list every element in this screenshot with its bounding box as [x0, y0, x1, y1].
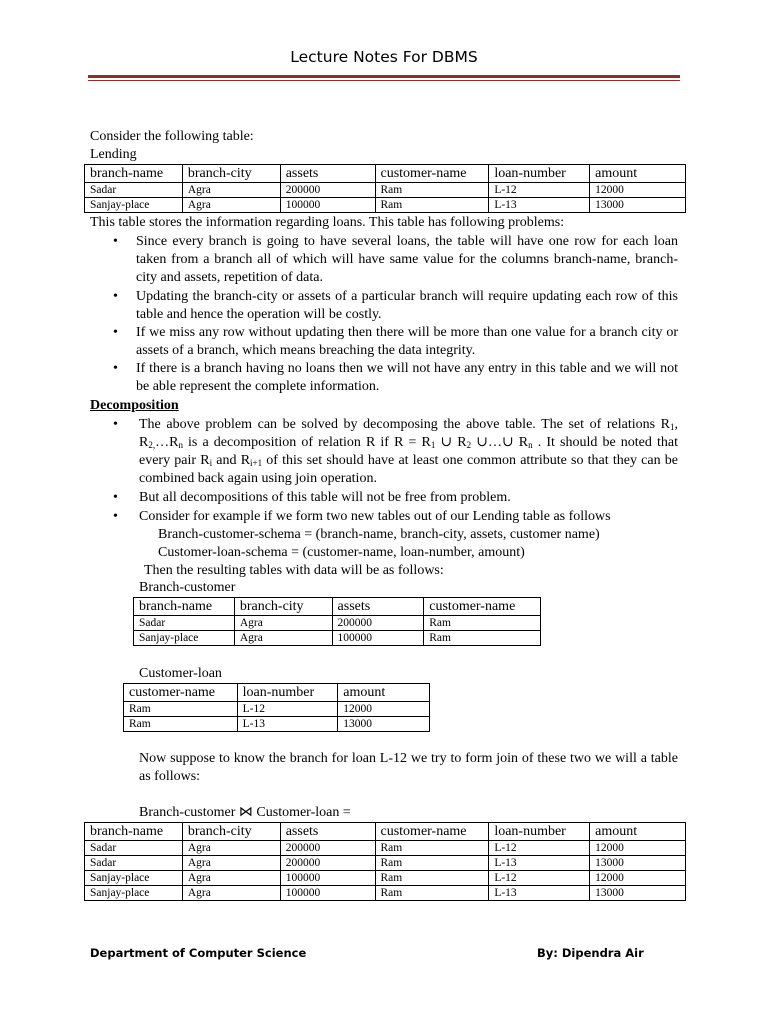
table-cell: Ram — [375, 198, 489, 213]
page-header-title: Lecture Notes For DBMS — [290, 48, 478, 66]
table-cell: Sanjay-place — [85, 871, 183, 886]
table-cell: Sanjay-place — [134, 631, 235, 646]
table-row — [124, 717, 430, 732]
table-cell: 200000 — [280, 856, 375, 871]
problem-bullet-4: If there is a branch having no loans then we will not have any entry in this table and we will not be able represent the complete information. — [136, 361, 678, 394]
header-rule-thick — [88, 75, 680, 78]
header-rule-thin — [88, 80, 680, 81]
table-cell: Ram — [124, 702, 238, 717]
bullet-icon: • — [113, 417, 118, 432]
table-cell: Ram — [375, 183, 489, 198]
table-cell: 13000 — [590, 886, 686, 901]
table-cell: Sadar — [85, 841, 183, 856]
table-cell: 100000 — [280, 886, 375, 901]
column-header: branch-name — [134, 598, 235, 616]
table-cell: Sadar — [85, 183, 183, 198]
schema-line-2: Customer-loan-schema = (customer-name, loan-number, amount) — [158, 545, 525, 560]
table-cell: 12000 — [590, 841, 686, 856]
table-cell: 12000 — [590, 871, 686, 886]
joined-table — [84, 822, 686, 901]
column-header: customer-name — [375, 823, 489, 841]
table-cell: Agra — [182, 871, 280, 886]
table-cell: Ram — [375, 841, 489, 856]
table-cell: Ram — [375, 856, 489, 871]
column-header: branch-name — [85, 823, 183, 841]
table-row — [124, 702, 430, 717]
table-cell: Agra — [182, 886, 280, 901]
table-row — [85, 886, 686, 901]
bullet-icon: • — [113, 361, 118, 376]
column-header: customer-name — [124, 684, 238, 702]
table-cell: L-12 — [489, 841, 590, 856]
table-cell: Agra — [234, 616, 332, 631]
customer-loan-table — [123, 683, 430, 732]
table-cell: Ram — [424, 631, 541, 646]
table-cell: Agra — [182, 841, 280, 856]
bullet-icon: • — [113, 509, 118, 524]
column-header: amount — [338, 684, 430, 702]
table-cell: 12000 — [338, 702, 430, 717]
problem-bullet-1: Since every branch is going to have several loans, the table will have one row for each loan taken from a branch all of which will have same value for the columns branch-name, branch-city and assets, repetition of data. — [136, 234, 678, 285]
join-paragraph: Now suppose to know the branch for loan L-12 we try to form join of these two we will a table as follows: — [139, 751, 678, 784]
table-cell: L-13 — [489, 198, 590, 213]
bullet-icon: • — [113, 289, 118, 304]
customer-loan-title: Customer-loan — [139, 666, 222, 681]
table-cell: Ram — [375, 886, 489, 901]
problem-bullet-2: Updating the branch-city or assets of a particular branch will require updating each row of this table and hence the operation will be costly. — [136, 289, 678, 322]
column-header: assets — [280, 823, 375, 841]
table-header-row — [85, 823, 686, 841]
column-header: customer-name — [424, 598, 541, 616]
table-header-row — [124, 684, 430, 702]
footer-department: Department of Computer Science — [90, 946, 307, 960]
table-cell: 100000 — [280, 198, 375, 213]
decomposition-bullet-1: The above problem can be solved by decomposing the above table. The set of relations $R_1$, $R_{2,}\dots R_n$ is a decomposition of relation R if $R = R_1$ ∪ $R_2$ ∪…∪ $R_n$ . It should be noted that every pair $R_i$ and $R_{i+1}$ of this set should have at least one common attribute so that they can be combined back again using join operation. — [139, 417, 678, 486]
table-cell: 200000 — [280, 183, 375, 198]
table-cell: 100000 — [280, 871, 375, 886]
column-header: branch-name — [85, 165, 183, 183]
schema-line-1: Branch-customer-schema = (branch-name, branch-city, assets, customer name) — [158, 527, 600, 542]
table-cell: Agra — [182, 856, 280, 871]
decomposition-bullet-3: Consider for example if we form two new tables out of our Lending table as follows — [139, 509, 611, 524]
column-header: loan-number — [237, 684, 338, 702]
table-cell: 200000 — [332, 616, 424, 631]
column-header: amount — [590, 823, 686, 841]
table-cell: 13000 — [338, 717, 430, 732]
table-cell: Sadar — [85, 856, 183, 871]
join-label: Branch-customer ⋈ Customer-loan = — [139, 805, 351, 820]
table-cell: 13000 — [590, 198, 686, 213]
column-header: assets — [280, 165, 375, 183]
bullet-icon: • — [113, 490, 118, 505]
table-cell: L-13 — [237, 717, 338, 732]
table-cell: Ram — [124, 717, 238, 732]
table-cell: Agra — [182, 198, 280, 213]
table-cell: 100000 — [332, 631, 424, 646]
table-cell: Sanjay-place — [85, 198, 183, 213]
table-cell: L-13 — [489, 886, 590, 901]
table-cell: 200000 — [280, 841, 375, 856]
decomposition-bullet-2: But all decompositions of this table will not be free from problem. — [139, 490, 511, 505]
table-row — [85, 856, 686, 871]
table-cell: 12000 — [590, 183, 686, 198]
table-cell: L-12 — [489, 871, 590, 886]
section-heading: Decomposition — [90, 398, 179, 413]
table-cell: Sanjay-place — [85, 886, 183, 901]
table-row — [134, 631, 541, 646]
footer-author: By: Dipendra Air — [537, 946, 644, 960]
lending-table — [84, 164, 686, 213]
table-row — [85, 198, 686, 213]
table-cell: L-12 — [489, 183, 590, 198]
table-row — [85, 871, 686, 886]
table-cell: Ram — [375, 871, 489, 886]
table-cell: Ram — [424, 616, 541, 631]
table-cell: L-13 — [489, 856, 590, 871]
problem-bullet-3: If we miss any row without updating then there will be more than one value for a branch city or assets of a branch, which means breaching the data integrity. — [136, 325, 678, 358]
bullet-icon: • — [113, 325, 118, 340]
lending-table-title: Lending — [90, 147, 137, 162]
column-header: amount — [590, 165, 686, 183]
table-row — [85, 841, 686, 856]
table-cell: 13000 — [590, 856, 686, 871]
column-header: loan-number — [489, 165, 590, 183]
branch-customer-title: Branch-customer — [139, 580, 236, 595]
intro-line: Consider the following table: — [90, 129, 254, 144]
column-header: branch-city — [182, 165, 280, 183]
table-row — [85, 183, 686, 198]
problems-intro: This table stores the information regarding loans. This table has following problems: — [90, 215, 565, 230]
table-cell: Agra — [182, 183, 280, 198]
bullet-icon: • — [113, 234, 118, 249]
column-header: assets — [332, 598, 424, 616]
table-cell: Agra — [234, 631, 332, 646]
column-header: customer-name — [375, 165, 489, 183]
table-header-row — [134, 598, 541, 616]
table-cell: L-12 — [237, 702, 338, 717]
branch-customer-table — [133, 597, 541, 646]
table-row — [134, 616, 541, 631]
table-header-row — [85, 165, 686, 183]
resulting-tables-line: Then the resulting tables with data will be as follows: — [144, 563, 444, 578]
column-header: loan-number — [489, 823, 590, 841]
column-header: branch-city — [182, 823, 280, 841]
table-cell: Sadar — [134, 616, 235, 631]
column-header: branch-city — [234, 598, 332, 616]
